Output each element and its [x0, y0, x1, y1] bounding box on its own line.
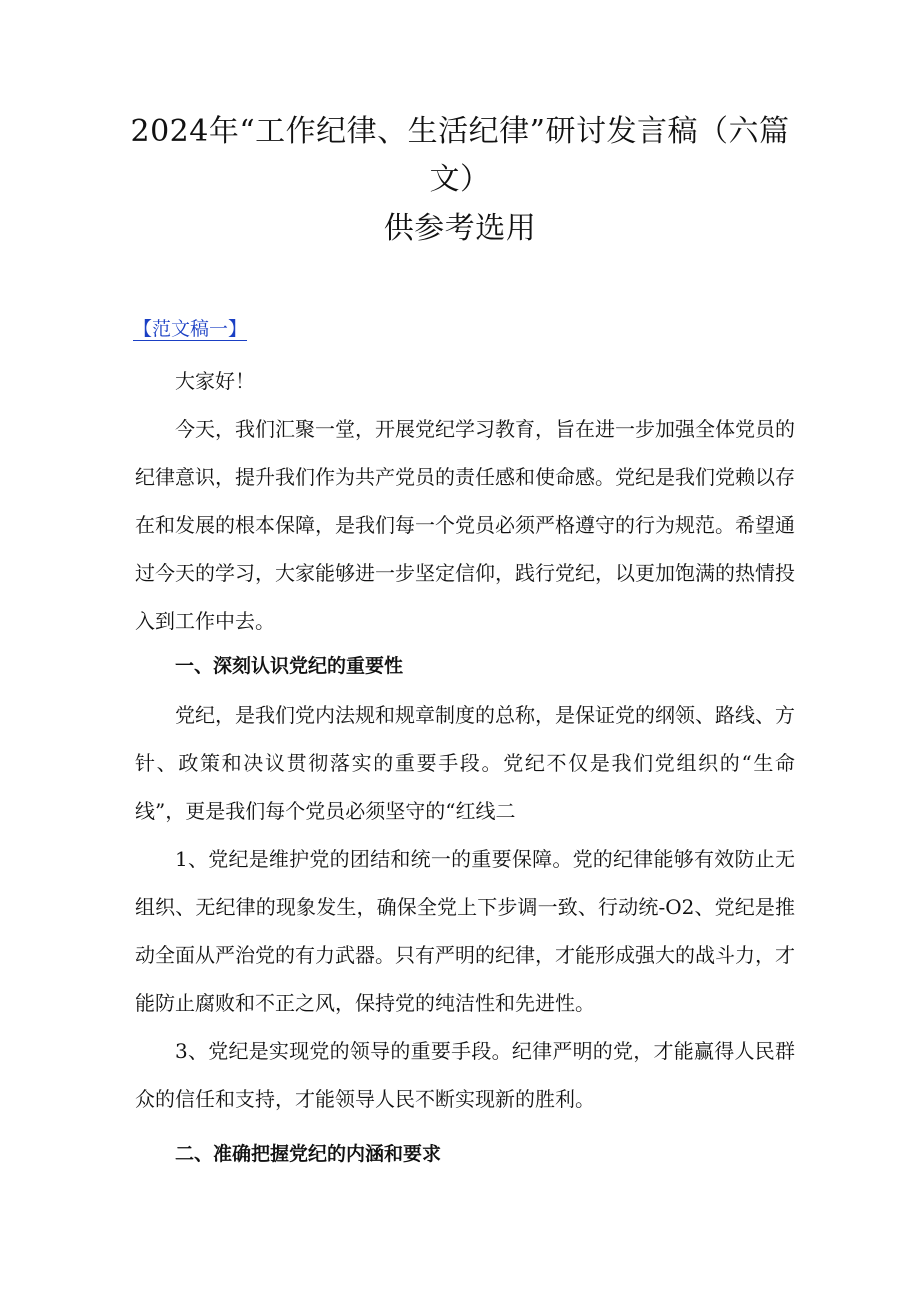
- greeting-paragraph: 大家好！: [175, 369, 255, 393]
- section-heading-1: 一、深刻认识党纪的重要性: [175, 655, 404, 677]
- party-discipline-paragraph: 党纪，是我们党内法规和规章制度的总称，是保证党的纲领、路线、方针、政策和决议贯彻落实的重要手段。党纪不仅是我们党组织的“生命线”，更是我们每个党员必须坚守的“红线二: [135, 703, 795, 823]
- document-title: 2024年“工作纪律、生活纪律”研讨发言稿（六篇: [130, 114, 790, 149]
- points-1-2-paragraph: 1、党纪是维护党的团结和统一的重要保障。党的纪律能够有效防止无组织、无纪律的现象发生，确保全党上下步调一致、行动统-O2、党纪是推动全面从严治党的有力武器。只有严明的纪律，才能形成强大的战斗力，才能防止腐败和不正之风，保持党的纯洁性和先进性。: [135, 847, 795, 1015]
- sample-one-link[interactable]: 【范文稿一】: [133, 318, 248, 340]
- section-heading-2: 二、准确把握党纪的内涵和要求: [175, 1143, 442, 1165]
- point-3-paragraph: 3、党纪是实现党的领导的重要手段。纪律严明的党，才能赢得人民群众的信任和支持，才能领导人民不断实现新的胜利。: [135, 1039, 795, 1111]
- document-subtitle: 供参考选用: [383, 211, 537, 246]
- document-title-continued: 文）: [429, 162, 491, 197]
- intro-paragraph: 今天，我们汇聚一堂，开展党纪学习教育，旨在进一步加强全体党员的纪律意识，提升我们作为共产党员的责任感和使命感。党纪是我们党赖以存在和发展的根本保障，是我们每一个党员必须严格遵守的行为规范。希望通过今天的学习，大家能够进一步坚定信仰，践行党纪，以更加饱满的热情投入到工作中去。: [135, 417, 795, 633]
